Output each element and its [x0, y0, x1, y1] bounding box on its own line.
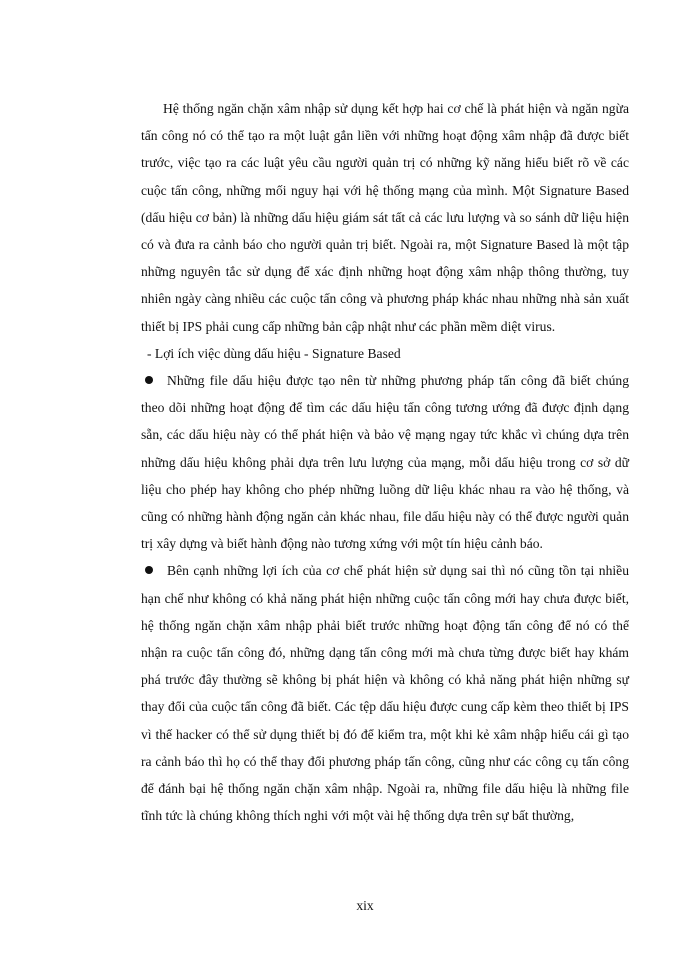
- page-number: xix: [356, 898, 374, 913]
- bullet-icon: [145, 376, 153, 384]
- document-body: [141, 95, 629, 829]
- section-subheading: - Lợi ích việc dùng dấu hiệu - Signature Based: [147, 345, 401, 361]
- bullet-text: Những file dấu hiệu được tạo nên từ những phương pháp tấn công đã biết chúng theo dõi những hoạt động để tìm các dấu hiệu tấn công tương ướng đã được định dạng sẵn, các dấu hiệu này có thể phát hiện và bảo vệ mạng ngay tức khắc vì chúng dựa trên những dấu hiệu không phải dựa trên lưu lượng của mạng, mỗi dấu hiệu trong cơ sở dữ liệu cho phép hay không cho phép những luồng dữ liệu khác nhau ra vào hệ thống, và cũng có những hành động ngăn cản khác nhau, file dấu hiệu này có thể được người quản trị xây dựng và biết hành động nào tương xứng với một tín hiệu cảnh báo.: [141, 373, 629, 552]
- bullet-item-signature-files: [141, 367, 629, 557]
- bullet-icon: [145, 566, 153, 574]
- bullet-text: Bên cạnh những lợi ích của cơ chế phát hiện sử dụng sai thì nó cũng tồn tại nhiều hạn chế như không có khả năng phát hiện những cuộc tấn công mới hay chưa được biết, hệ thống ngăn chặn xâm nhập phải biết trước những hoạt động tấn công để nó có thể nhận ra cuộc tấn công đó, những dạng tấn công mới mà chưa từng được biết hay khám phá trước đây thường sẽ không bị phát hiện và không có khả năng phát hiện những sự thay đổi của cuộc tấn công đã biết. Các tệp dấu hiệu được cung cấp kèm theo thiết bị IPS vì thế hacker có thể sử dụng thiết bị đó để kiểm tra, một khi kẻ xâm nhập hiểu cái gì tạo ra cảnh báo thì họ có thể thay đổi phương pháp tấn công, cũng như các công cụ tấn công để đánh bại hệ thống ngăn chặn xâm nhập. Ngoài ra, những file dấu hiệu là những file tĩnh tức là chúng không thích nghi với một vài hệ thống dựa trên sự bất thường,: [141, 563, 629, 824]
- intro-paragraph: Hệ thống ngăn chặn xâm nhập sử dụng kết hợp hai cơ chế là phát hiện và ngăn ngừa tấn công nó có thể tạo ra một luật gắn liền với những hoạt động xâm nhập đã được biết trước, việc tạo ra các luật yêu cầu người quản trị có những kỹ năng hiểu biết rõ về các cuộc tấn công, những mối nguy hại với hệ thống mạng của mình. Một Signature Based (dấu hiệu cơ bản) là những dấu hiệu giám sát tất cả các lưu lượng và so sánh dữ liệu hiện có và đưa ra cảnh báo cho người quản trị biết. Ngoài ra, một Signature Based là một tập những nguyên tắc sử dụng để xác định những hoạt động xâm nhập thông thường, tuy nhiên ngày càng nhiều các cuộc tấn công và phương pháp khác nhau những nhà sản xuất thiết bị IPS phải cung cấp những bản cập nhật như các phần mềm diệt virus.: [141, 101, 629, 334]
- bullet-item-limitations: [141, 557, 629, 829]
